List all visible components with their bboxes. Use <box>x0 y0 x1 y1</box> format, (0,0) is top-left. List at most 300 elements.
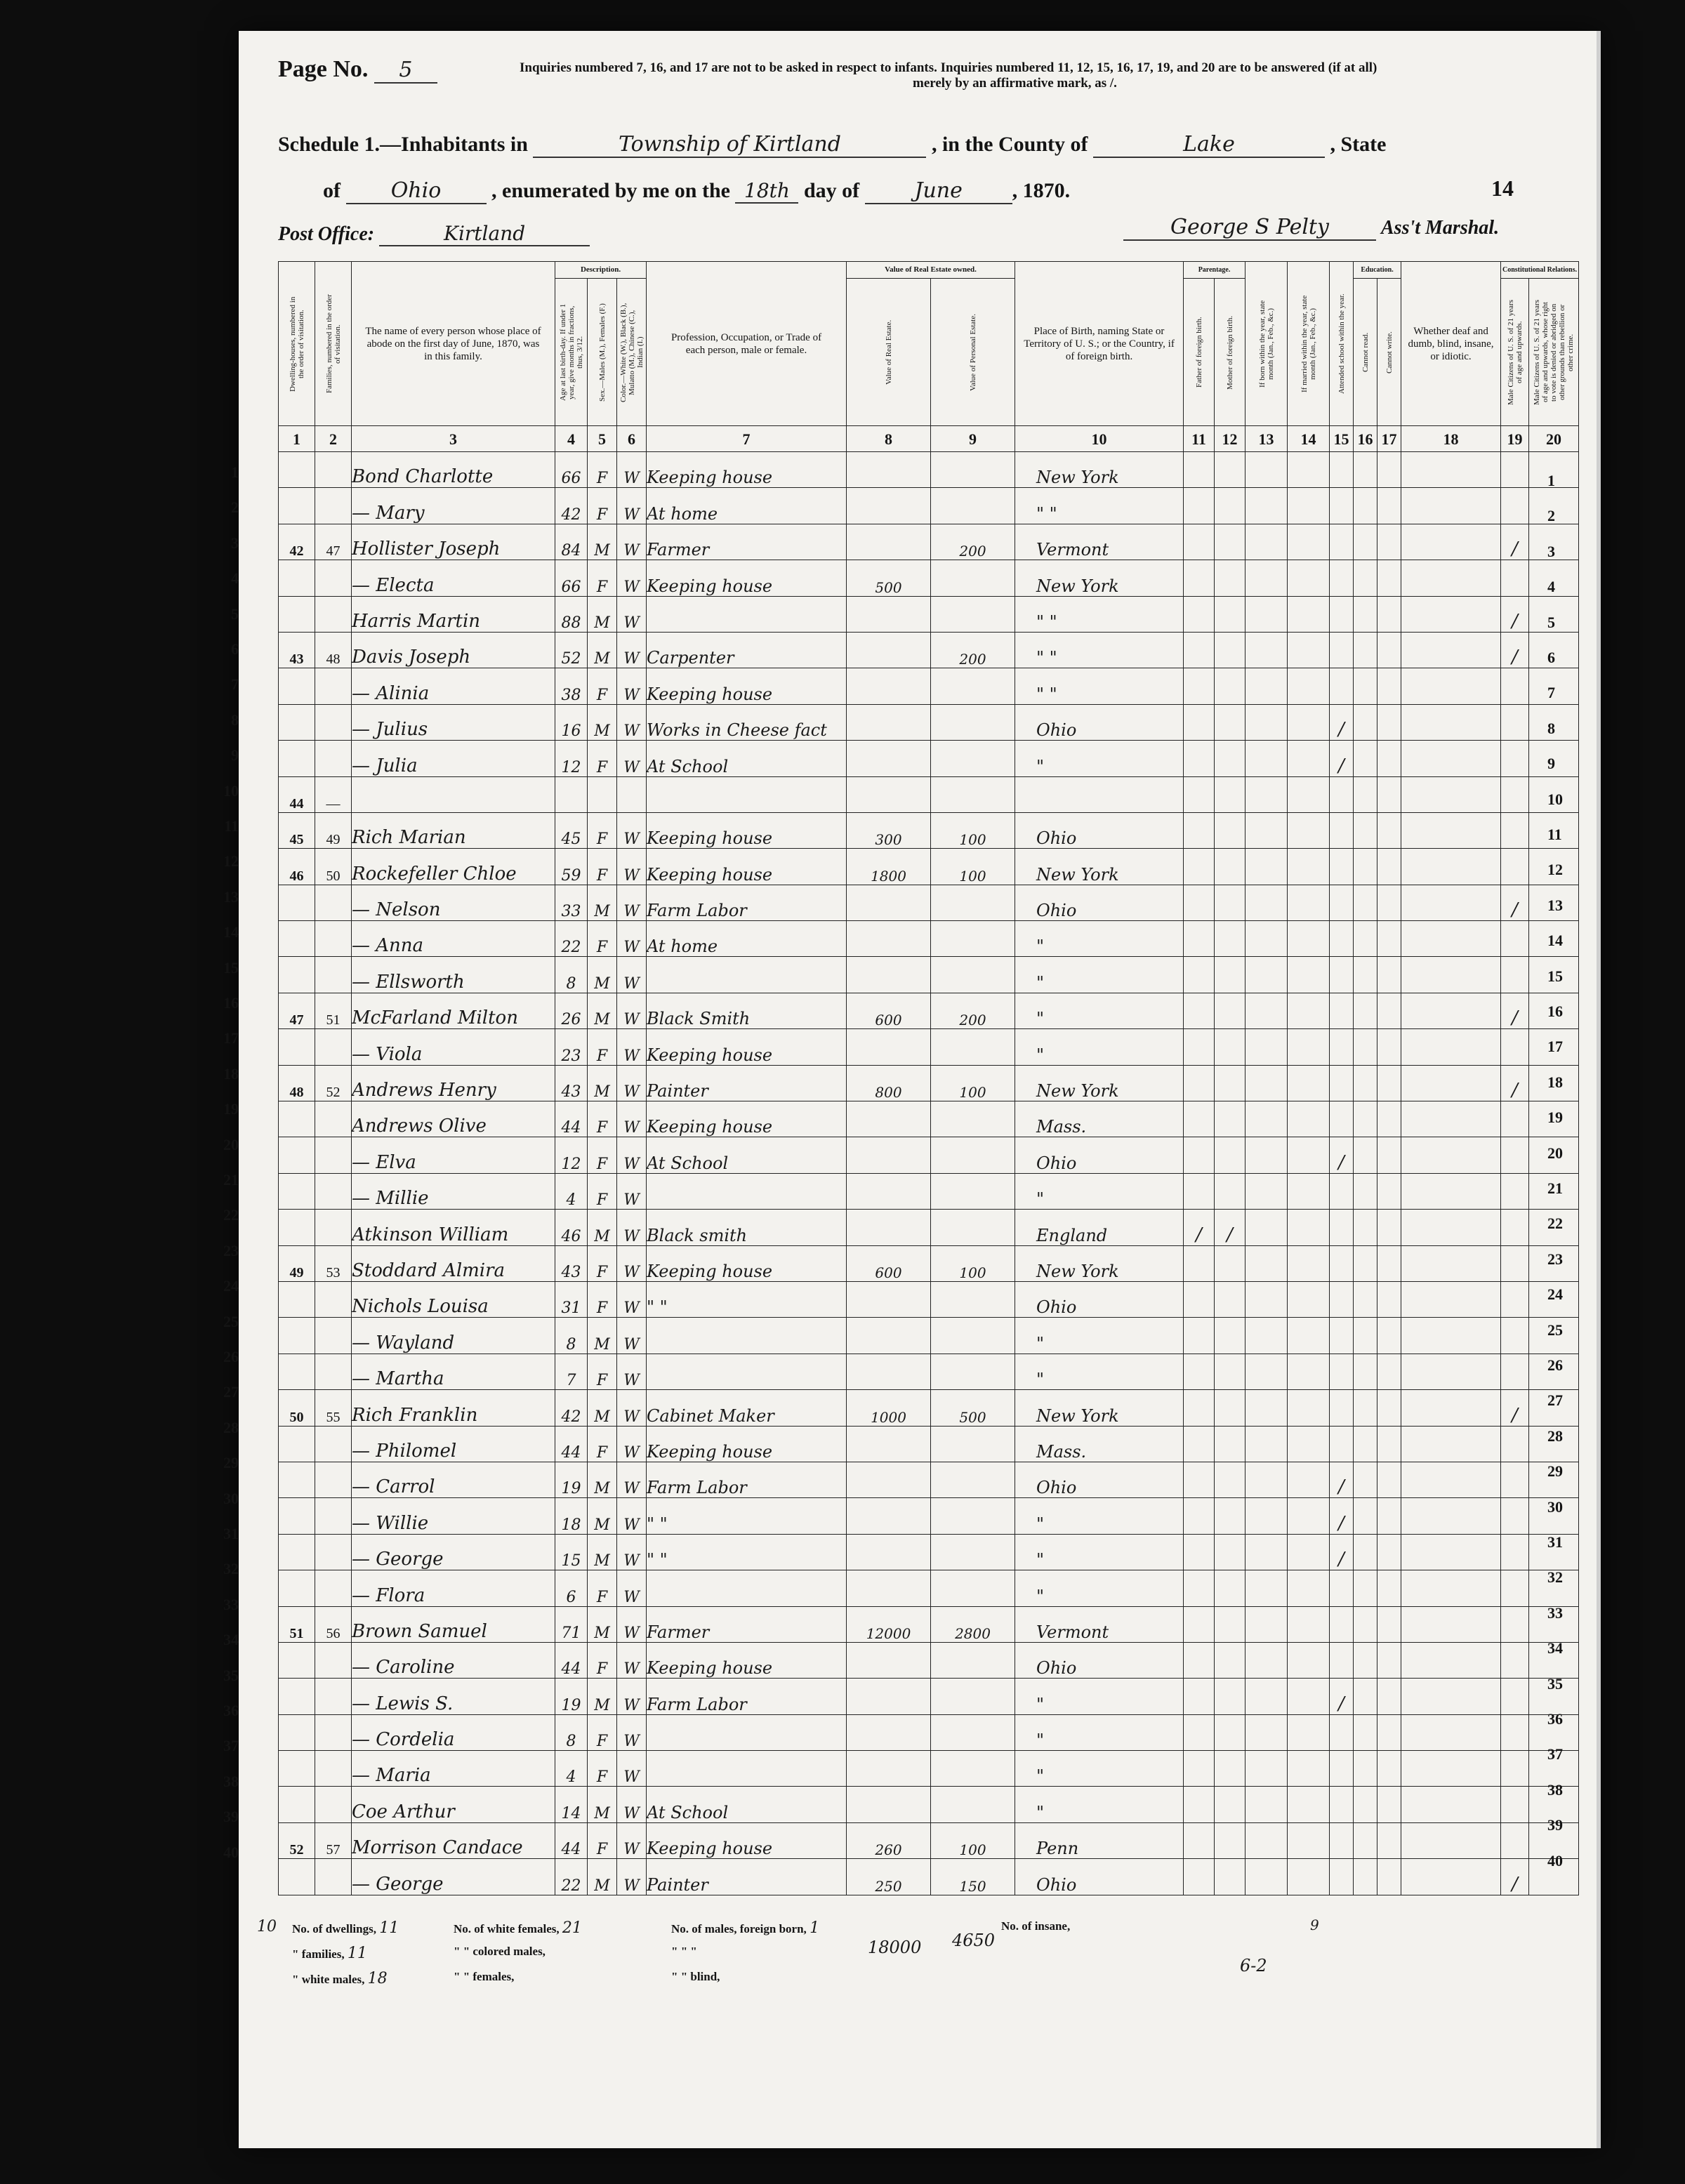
occupation-cell: Farmer <box>647 524 847 560</box>
father-foreign-cell <box>1184 1426 1215 1462</box>
empty-cell <box>1377 1426 1401 1462</box>
mother-foreign-cell <box>1215 1462 1245 1497</box>
occupation-cell: Keeping house <box>647 1245 847 1281</box>
occupation-cell: Painter <box>647 1859 847 1895</box>
enumerated-label: , enumerated by me on the <box>491 179 730 202</box>
empty-cell <box>1288 704 1330 740</box>
group-header-row <box>279 262 1579 279</box>
empty-cell <box>1377 1390 1401 1426</box>
white-males-line: " white males, 18 <box>292 1970 388 1987</box>
family-number <box>315 1354 352 1389</box>
dwelling-number <box>279 1354 315 1389</box>
personal-estate-cell <box>931 1751 1015 1787</box>
occupation-cell: At School <box>647 741 847 776</box>
empty-cell <box>1354 1751 1377 1787</box>
color-cell: W <box>617 452 647 488</box>
empty-cell <box>1288 1498 1330 1534</box>
col-num: 13 <box>1245 426 1288 452</box>
dwelling-number <box>279 488 315 524</box>
personal-estate-cell: 200 <box>931 632 1015 668</box>
real-estate-cell <box>847 1534 931 1570</box>
empty-cell <box>1377 1714 1401 1750</box>
dwelling-number: 43 <box>279 632 315 668</box>
empty-cell <box>1245 1390 1288 1426</box>
empty-cell <box>1354 1714 1377 1750</box>
birthplace-cell: " <box>1015 993 1184 1028</box>
empty-cell <box>1288 885 1330 920</box>
empty-cell <box>1288 632 1330 668</box>
empty-cell <box>1354 885 1377 920</box>
father-foreign-cell <box>1184 1281 1215 1317</box>
birthplace-cell: Ohio <box>1015 704 1184 740</box>
attended-school-cell: / <box>1330 1534 1354 1570</box>
sex-cell: M <box>588 1498 617 1534</box>
empty-cell <box>1245 632 1288 668</box>
page-number: 5 <box>374 58 437 84</box>
empty-cell <box>1288 1245 1330 1281</box>
attended-school-cell <box>1330 524 1354 560</box>
personal-estate-cell <box>931 957 1015 993</box>
empty-cell <box>1354 1426 1377 1462</box>
empty-cell <box>1401 1679 1501 1714</box>
male-citizen-cell <box>1501 1318 1529 1354</box>
empty-cell <box>1401 1606 1501 1642</box>
line-number-left: 27 <box>223 1383 239 1401</box>
line-number-left: 30 <box>223 1489 239 1507</box>
blind-line: " " blind, <box>671 1970 720 1983</box>
empty-cell <box>1401 1498 1501 1534</box>
col-17-header: Cannot write. <box>1377 279 1401 426</box>
empty-cell <box>1245 1173 1288 1209</box>
margin-count: 10 <box>257 1918 277 1935</box>
color-cell: W <box>617 1029 647 1065</box>
line-number-left: 20 <box>223 1135 239 1153</box>
personal-estate-cell <box>931 560 1015 596</box>
dwelling-number <box>279 1029 315 1065</box>
total-real-estate: 18000 <box>868 1938 922 1957</box>
line-number-left: 29 <box>223 1454 239 1472</box>
insane-line: No. of insane, <box>1001 1919 1071 1933</box>
table-row <box>279 596 1579 632</box>
attended-school-cell <box>1330 1101 1354 1137</box>
empty-cell <box>1288 1570 1330 1606</box>
mother-foreign-cell <box>1215 1390 1245 1426</box>
male-citizen-cell <box>1501 1498 1529 1534</box>
table-row <box>279 993 1579 1028</box>
age-cell: 66 <box>555 560 588 596</box>
attended-school-cell <box>1330 560 1354 596</box>
line-number-left: 39 <box>223 1808 239 1826</box>
empty-cell <box>1377 1354 1401 1389</box>
person-name: — Cordelia <box>352 1714 555 1750</box>
empty-cell <box>1401 1029 1501 1065</box>
table-row <box>279 1714 1579 1750</box>
sex-cell: F <box>588 1137 617 1173</box>
personal-estate-cell <box>931 1173 1015 1209</box>
family-number <box>315 1642 352 1678</box>
color-cell: W <box>617 1498 647 1534</box>
females-line: " " females, <box>454 1970 515 1983</box>
male-citizen-cell <box>1501 776 1529 812</box>
attended-school-cell <box>1330 849 1354 885</box>
empty-cell <box>1377 560 1401 596</box>
mother-foreign-cell <box>1215 1751 1245 1787</box>
male-citizen-cell <box>1501 452 1529 488</box>
occupation-cell: Farmer <box>647 1606 847 1642</box>
real-estate-cell <box>847 632 931 668</box>
birthplace-cell: New York <box>1015 1390 1184 1426</box>
age-cell: 8 <box>555 1714 588 1750</box>
family-number <box>315 1787 352 1822</box>
color-cell: W <box>617 632 647 668</box>
personal-estate-cell <box>931 1101 1015 1137</box>
attended-school-cell: / <box>1330 1679 1354 1714</box>
person-name: — George <box>352 1534 555 1570</box>
empty-cell <box>1245 849 1288 885</box>
empty-cell <box>1401 1714 1501 1750</box>
color-cell: W <box>617 1426 647 1462</box>
table-row <box>279 1354 1579 1389</box>
dwelling-number <box>279 1679 315 1714</box>
family-number <box>315 1101 352 1137</box>
dwelling-number <box>279 1318 315 1354</box>
empty-cell <box>1354 1210 1377 1245</box>
mother-foreign-cell <box>1215 849 1245 885</box>
dwelling-number <box>279 885 315 920</box>
father-foreign-cell <box>1184 1065 1215 1101</box>
real-estate-cell <box>847 1029 931 1065</box>
age-cell: 46 <box>555 1210 588 1245</box>
father-foreign-cell <box>1184 1101 1215 1137</box>
birthplace-cell: " <box>1015 921 1184 957</box>
line-number-right: 13 <box>1547 896 1563 914</box>
sex-cell: F <box>588 849 617 885</box>
line-number-right: 15 <box>1547 967 1563 985</box>
dwelling-number <box>279 921 315 957</box>
age-cell: 6 <box>555 1570 588 1606</box>
color-cell: W <box>617 1679 647 1714</box>
real-estate-cell <box>847 1642 931 1678</box>
line-number-right: 39 <box>1547 1816 1563 1834</box>
personal-estate-cell <box>931 776 1015 812</box>
line-number-left: 35 <box>223 1666 239 1684</box>
father-foreign-cell <box>1184 1859 1215 1895</box>
person-name: Atkinson William <box>352 1210 555 1245</box>
mother-foreign-cell: / <box>1215 1210 1245 1245</box>
empty-cell <box>1401 1859 1501 1895</box>
empty-cell <box>1288 1787 1330 1822</box>
empty-cell <box>1377 1101 1401 1137</box>
attended-school-cell <box>1330 1426 1354 1462</box>
table-row <box>279 957 1579 993</box>
empty-cell <box>1377 1606 1401 1642</box>
empty-cell <box>1354 1787 1377 1822</box>
line-number-left: 31 <box>223 1525 239 1542</box>
empty-cell <box>1401 1462 1501 1497</box>
birthplace-cell: Mass. <box>1015 1101 1184 1137</box>
real-estate-cell: 300 <box>847 812 931 848</box>
person-name: — Ellsworth <box>352 957 555 993</box>
mother-foreign-cell <box>1215 1029 1245 1065</box>
birthplace-cell: Vermont <box>1015 1606 1184 1642</box>
father-foreign-cell <box>1184 1714 1215 1750</box>
personal-estate-cell <box>931 704 1015 740</box>
real-estate-cell <box>847 1679 931 1714</box>
col-14-header: If married within the year, state month (Jan., Feb., &c.) <box>1288 262 1330 426</box>
table-row <box>279 1606 1579 1642</box>
person-name: — Wayland <box>352 1318 555 1354</box>
empty-cell <box>1245 921 1288 957</box>
col-num: 12 <box>1215 426 1245 452</box>
post-office-label: Post Office: <box>278 223 375 245</box>
col-num: 5 <box>588 426 617 452</box>
empty-cell <box>1354 1679 1377 1714</box>
age-cell: 18 <box>555 1498 588 1534</box>
male-citizen-cell: / <box>1501 1390 1529 1426</box>
empty-cell <box>1354 488 1377 524</box>
post-office-value: Kirtland <box>379 222 590 246</box>
sex-cell: F <box>588 1173 617 1209</box>
birthplace-cell: Ohio <box>1015 1281 1184 1317</box>
empty-cell <box>1288 1390 1330 1426</box>
real-estate-cell <box>847 921 931 957</box>
sex-cell: F <box>588 812 617 848</box>
father-foreign-cell <box>1184 849 1215 885</box>
real-estate-cell <box>847 1173 931 1209</box>
personal-estate-cell: 100 <box>931 1245 1015 1281</box>
person-name: Morrison Candace <box>352 1822 555 1858</box>
personal-estate-cell <box>931 1679 1015 1714</box>
col-num: 18 <box>1401 426 1501 452</box>
table-row <box>279 849 1579 885</box>
sex-cell: M <box>588 1859 617 1895</box>
color-cell: W <box>617 1245 647 1281</box>
color-cell: W <box>617 957 647 993</box>
occupation-cell: Cabinet Maker <box>647 1390 847 1426</box>
person-name: — Maria <box>352 1751 555 1787</box>
empty-cell <box>1377 1787 1401 1822</box>
personal-estate-cell <box>931 1498 1015 1534</box>
age-cell: 52 <box>555 632 588 668</box>
personal-estate-cell: 2800 <box>931 1606 1015 1642</box>
age-cell: 22 <box>555 921 588 957</box>
occupation-cell: Keeping house <box>647 1642 847 1678</box>
line-number-right: 1 <box>1547 472 1555 489</box>
dwelling-number: 49 <box>279 1245 315 1281</box>
empty-cell <box>1401 741 1501 776</box>
table-row <box>279 921 1579 957</box>
father-foreign-cell <box>1184 1679 1215 1714</box>
father-foreign-cell <box>1184 741 1215 776</box>
line-number-left: 3 <box>231 534 239 552</box>
attended-school-cell <box>1330 1029 1354 1065</box>
age-cell: 59 <box>555 849 588 885</box>
age-cell: 43 <box>555 1065 588 1101</box>
real-estate-cell: 250 <box>847 1859 931 1895</box>
person-name: — Alinia <box>352 668 555 704</box>
sex-cell: F <box>588 1714 617 1750</box>
real-estate-cell <box>847 1714 931 1750</box>
family-number <box>315 1679 352 1714</box>
line-number-right: 40 <box>1547 1851 1563 1869</box>
personal-estate-cell <box>931 596 1015 632</box>
col-8-header: Value of Real Estate. <box>847 279 931 426</box>
enumeration-line <box>323 178 1070 204</box>
personal-estate-cell <box>931 1534 1015 1570</box>
sex-cell: F <box>588 1245 617 1281</box>
occupation-cell: Keeping house <box>647 1426 847 1462</box>
day-value: 18th <box>735 179 798 204</box>
line-number-right: 22 <box>1547 1215 1563 1233</box>
person-name: Rich Marian <box>352 812 555 848</box>
attended-school-cell <box>1330 452 1354 488</box>
month-value: June <box>865 178 1012 204</box>
male-citizen-cell <box>1501 1606 1529 1642</box>
empty-cell <box>1245 1714 1288 1750</box>
family-number <box>315 1426 352 1462</box>
line-number-right: 18 <box>1547 1073 1563 1091</box>
personal-estate-cell: 500 <box>931 1390 1015 1426</box>
father-foreign-cell <box>1184 1642 1215 1678</box>
mother-foreign-cell <box>1215 741 1245 776</box>
birthplace-cell: England <box>1015 1210 1184 1245</box>
table-row <box>279 885 1579 920</box>
dwelling-number: 50 <box>279 1390 315 1426</box>
empty-cell <box>1354 1245 1377 1281</box>
empty-cell <box>1401 885 1501 920</box>
table-row <box>279 1137 1579 1173</box>
empty-cell <box>1377 1534 1401 1570</box>
county-value: Lake <box>1093 132 1325 158</box>
real-estate-cell <box>847 704 931 740</box>
tally-1: 6-2 <box>1240 1956 1267 1975</box>
attended-school-cell: / <box>1330 741 1354 776</box>
male-citizen-cell <box>1501 1679 1529 1714</box>
occupation-cell <box>647 1714 847 1750</box>
col-num: 10 <box>1015 426 1184 452</box>
mother-foreign-cell <box>1215 1426 1245 1462</box>
line-number-left: 34 <box>223 1631 239 1649</box>
family-number: 56 <box>315 1606 352 1642</box>
empty-cell <box>1245 1822 1288 1858</box>
age-cell: 43 <box>555 1245 588 1281</box>
male-citizen-cell <box>1501 1245 1529 1281</box>
state-value: Ohio <box>346 178 487 204</box>
age-cell: 23 <box>555 1029 588 1065</box>
personal-estate-cell <box>931 1137 1015 1173</box>
description-group: Description. <box>555 262 647 279</box>
real-estate-cell: 800 <box>847 1065 931 1101</box>
empty-cell <box>1401 1245 1501 1281</box>
dwelling-number <box>279 1498 315 1534</box>
age-cell: 12 <box>555 741 588 776</box>
male-citizen-cell <box>1501 668 1529 704</box>
dwellings-line: No. of dwellings, 11 <box>292 1919 399 1937</box>
empty-cell <box>1377 1210 1401 1245</box>
empty-cell <box>1354 1498 1377 1534</box>
sex-cell: F <box>588 1751 617 1787</box>
personal-estate-cell: 100 <box>931 1822 1015 1858</box>
birthplace-cell: " <box>1015 957 1184 993</box>
col-7-header: Profession, Occupation, or Trade of each person, male or female. <box>647 262 847 426</box>
age-cell: 19 <box>555 1462 588 1497</box>
table-row <box>279 524 1579 560</box>
color-cell: W <box>617 1065 647 1101</box>
father-foreign-cell <box>1184 1606 1215 1642</box>
personal-estate-cell: 100 <box>931 812 1015 848</box>
empty-cell <box>1245 1318 1288 1354</box>
person-name: McFarland Milton <box>352 993 555 1028</box>
real-estate-cell <box>847 668 931 704</box>
empty-cell <box>1245 524 1288 560</box>
dwelling-number <box>279 1859 315 1895</box>
male-citizen-cell <box>1501 1029 1529 1065</box>
col-20-header: Male Citizens of U. S. of 21 years of age and upwards, whose right to vote is denied or abridged on other grounds than rebellion or other crime. <box>1529 279 1579 426</box>
sex-cell: M <box>588 1679 617 1714</box>
mother-foreign-cell <box>1215 452 1245 488</box>
empty-cell <box>1288 741 1330 776</box>
foreign-males-line: No. of males, foreign born, 1 <box>671 1919 820 1937</box>
color-cell: W <box>617 1859 647 1895</box>
mother-foreign-cell <box>1215 957 1245 993</box>
real-estate-cell <box>847 1137 931 1173</box>
personal-estate-cell <box>931 488 1015 524</box>
real-estate-cell: 260 <box>847 1822 931 1858</box>
line-number-left: 10 <box>223 781 239 800</box>
father-foreign-cell <box>1184 704 1215 740</box>
occupation-cell: " " <box>647 1281 847 1317</box>
color-cell: W <box>617 1822 647 1858</box>
real-estate-cell <box>847 524 931 560</box>
line-number-left: 12 <box>223 852 239 871</box>
dwelling-number: 44 <box>279 776 315 812</box>
table-row <box>279 741 1579 776</box>
personal-estate-cell <box>931 1281 1015 1317</box>
mother-foreign-cell <box>1215 1354 1245 1389</box>
empty-cell <box>1377 1281 1401 1317</box>
empty-cell <box>1245 1065 1288 1101</box>
line-number-right: 36 <box>1547 1710 1563 1728</box>
empty-cell <box>1288 488 1330 524</box>
mother-foreign-cell <box>1215 1173 1245 1209</box>
real-estate-cell <box>847 1426 931 1462</box>
table-row <box>279 1859 1579 1895</box>
personal-estate-cell: 200 <box>931 993 1015 1028</box>
empty-cell <box>1245 1679 1288 1714</box>
birthplace-cell: " <box>1015 1570 1184 1606</box>
color-cell: W <box>617 1281 647 1317</box>
male-citizen-cell <box>1501 1137 1529 1173</box>
color-cell: W <box>617 668 647 704</box>
table-row <box>279 704 1579 740</box>
birthplace-cell: Penn <box>1015 1822 1184 1858</box>
occupation-cell: At School <box>647 1137 847 1173</box>
empty-cell <box>1245 1354 1288 1389</box>
empty-cell <box>1401 1787 1501 1822</box>
mother-foreign-cell <box>1215 1137 1245 1173</box>
line-number-right: 10 <box>1547 790 1563 808</box>
sex-cell: F <box>588 1101 617 1137</box>
family-number: 53 <box>315 1245 352 1281</box>
real-estate-cell: 1000 <box>847 1390 931 1426</box>
empty-cell <box>1354 1065 1377 1101</box>
white-females-line: No. of white females, 21 <box>454 1919 582 1937</box>
age-cell: 88 <box>555 596 588 632</box>
birthplace-cell: New York <box>1015 452 1184 488</box>
birthplace-cell: " " <box>1015 488 1184 524</box>
male-citizen-cell: / <box>1501 1065 1529 1101</box>
family-number: 47 <box>315 524 352 560</box>
